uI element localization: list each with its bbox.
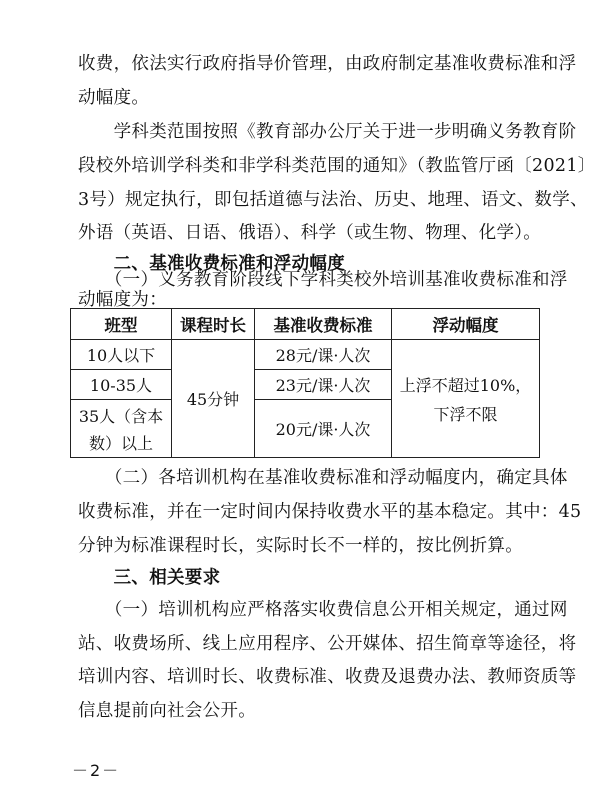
duration-cell: 45分钟 — [172, 340, 255, 458]
float-range-line: 上浮不超过10%， — [399, 375, 532, 395]
float-range-cell — [392, 340, 540, 458]
class-type-line: 数）以上 — [88, 433, 153, 453]
header-class-type: 班型 — [71, 309, 172, 340]
header-duration: 课程时长 — [172, 309, 255, 340]
section-heading: 三、相关要求 — [78, 568, 221, 588]
paragraph-line: 分钟为标准课程时长，实际时长不一样的，按比例折算。 — [78, 536, 523, 556]
paragraph-line: 收费，依法实行政府指导价管理，由政府制定基准收费标准和浮 — [78, 54, 577, 74]
paragraph-line: 信息提前向社会公开。 — [78, 701, 256, 721]
paragraph-line: （一）培训机构应严格落实收费信息公开相关规定，通过网 — [78, 600, 568, 620]
float-range-line: 下浮不限 — [433, 404, 498, 424]
class-type-cell — [71, 400, 172, 458]
paragraph-line: 学科类范围按照《教育部办公厅关于进一步明确义务教育阶 — [78, 122, 577, 142]
paragraph-line: 外语（英语、日语、俄语）、科学（或生物、物理、化学）。 — [78, 223, 542, 243]
fee-cell: 23元/课·人次 — [255, 370, 392, 400]
paragraph-line: 培训内容、培训时长、收费标准、收费及退费办法、教师资质等 — [78, 667, 577, 687]
class-type-cell: 10人以下 — [71, 340, 172, 370]
table-header-row — [71, 309, 540, 340]
paragraph-line: （一）义务教育阶段线下学科类校外培训基准收费标准和浮 — [78, 270, 568, 290]
fee-cell: 28元/课·人次 — [255, 340, 392, 370]
paragraph-line: 3号）规定执行，即包括道德与法治、历史、地理、语文、数学、 — [78, 190, 588, 210]
table-row — [71, 340, 540, 370]
paragraph-line: 段校外培训学科类和非学科类范围的通知》（教监管厅函〔2021〕 — [78, 156, 596, 176]
paragraph-line: 动幅度为： — [78, 290, 167, 310]
section-heading: 二、基准收费标准和浮动幅度 — [78, 254, 345, 274]
fee-table — [70, 308, 540, 458]
class-type-cell: 10-35人 — [71, 370, 172, 400]
fee-cell: 20元/课·人次 — [255, 400, 392, 458]
paragraph-line: （二）各培训机构在基准收费标准和浮动幅度内，确定具体 — [78, 468, 568, 488]
paragraph-line: 动幅度。 — [78, 88, 150, 108]
paragraph-line: 收费标准，并在一定时间内保持收费水平的基本稳定。其中：45 — [78, 502, 582, 522]
header-float-range: 浮动幅度 — [392, 309, 540, 340]
paragraph-line: 站、收费场所、线上应用程序、公开媒体、招生简章等途径，将 — [78, 634, 577, 654]
page-number: －2－ — [72, 761, 121, 780]
header-base-fee: 基准收费标准 — [255, 309, 392, 340]
class-type-line: 35人（含本 — [78, 406, 164, 426]
